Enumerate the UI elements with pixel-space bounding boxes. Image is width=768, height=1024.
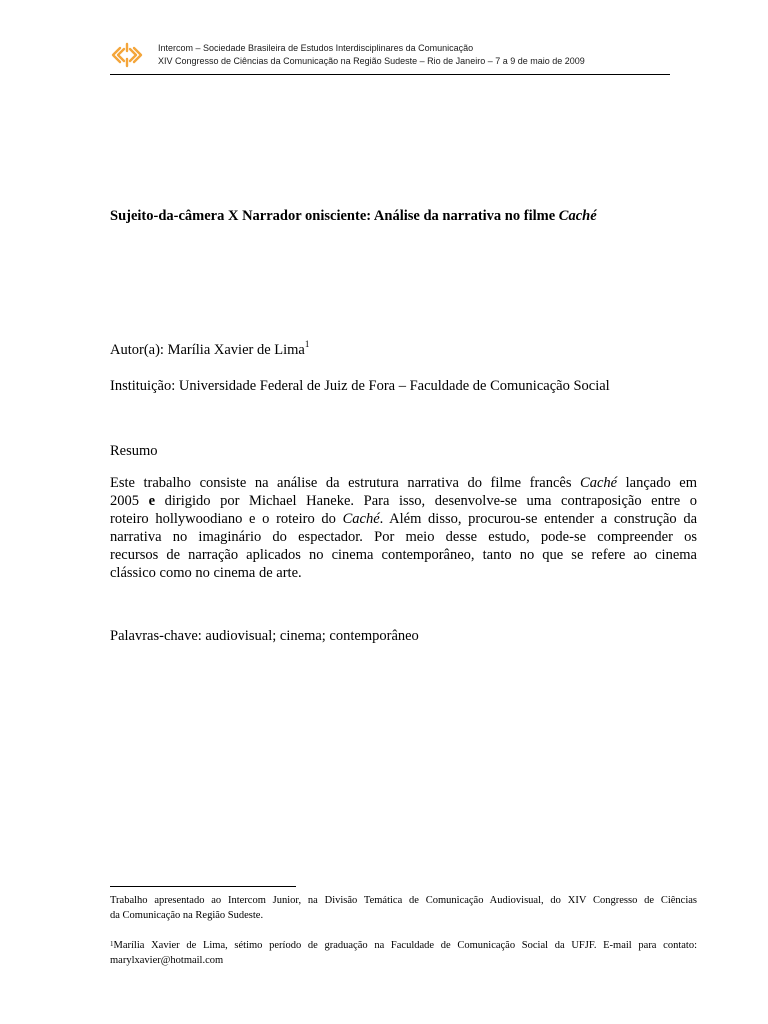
title-main: Sujeito-da-câmera X Narrador onisciente: Análise da narrativa no filme [110, 208, 559, 224]
intercom-logo-icon [110, 40, 144, 70]
page-header [110, 38, 670, 75]
abstract-line: recursos de narração aplicados no cinema contemporâneo, tanto no que se refere ao cinema [110, 547, 697, 563]
footnote-line: $^1$Marília Xavier de Lima, sétimo período de graduação na Faculdade de Comunicação Social da UFJF. E-mail para contato: [110, 940, 697, 951]
abstract-line: clássico como no cinema de arte. [110, 565, 302, 581]
footnote-line: Trabalho apresentado ao Intercom Junior, na Divisão Temática de Comunicação Audiovisual, do XIV Congresso de Ciências [110, 895, 697, 906]
abstract-line: narrativa no imaginário do espectador. Por meio desse estudo, pode-se compreender os [110, 529, 697, 545]
abstract-heading: Resumo [110, 443, 158, 459]
footnote-email: marylxavier@hotmail.com [110, 955, 224, 966]
author-footnote-ref: 1 [304, 339, 310, 349]
footnote-0 [110, 893, 697, 923]
institution-line: Instituição: Universidade Federal de Juiz de Fora – Faculdade de Comunicação Social [110, 378, 610, 394]
header-text [158, 42, 585, 68]
footnote-divider [110, 886, 296, 887]
author-line [110, 339, 670, 359]
footnote-1-ref: 1 [110, 940, 114, 948]
keywords-line: Palavras-chave: audiovisual; cinema; contemporâneo [110, 628, 419, 644]
footnote-line: da Comunicação na Região Sudeste. [110, 910, 264, 921]
header-line-1: Intercom – Sociedade Brasileira de Estudos Interdisciplinares da Comunicação [158, 43, 474, 53]
author-label: Autor(a): Marília Xavier de Lima [110, 342, 305, 358]
paper-title [110, 208, 670, 225]
footnote-1 [110, 938, 697, 968]
abstract-body [110, 474, 697, 582]
abstract-line: 2005 e dirigido por Michael Haneke. Para isso, desenvolve-se uma contraposição entre o [110, 493, 697, 509]
header-line-2: XIV Congresso de Ciências da Comunicação na Região Sudeste – Rio de Janeiro – 7 a 9 de maio de 2009 [158, 56, 585, 66]
abstract-line: roteiro hollywoodiano e o roteiro do Caché. Além disso, procurou-se entender a construção da [110, 511, 698, 527]
title-film: Caché [558, 208, 597, 224]
abstract-line: Este trabalho consiste na análise da estrutura narrativa do filme francês Caché lançado em [110, 475, 697, 491]
